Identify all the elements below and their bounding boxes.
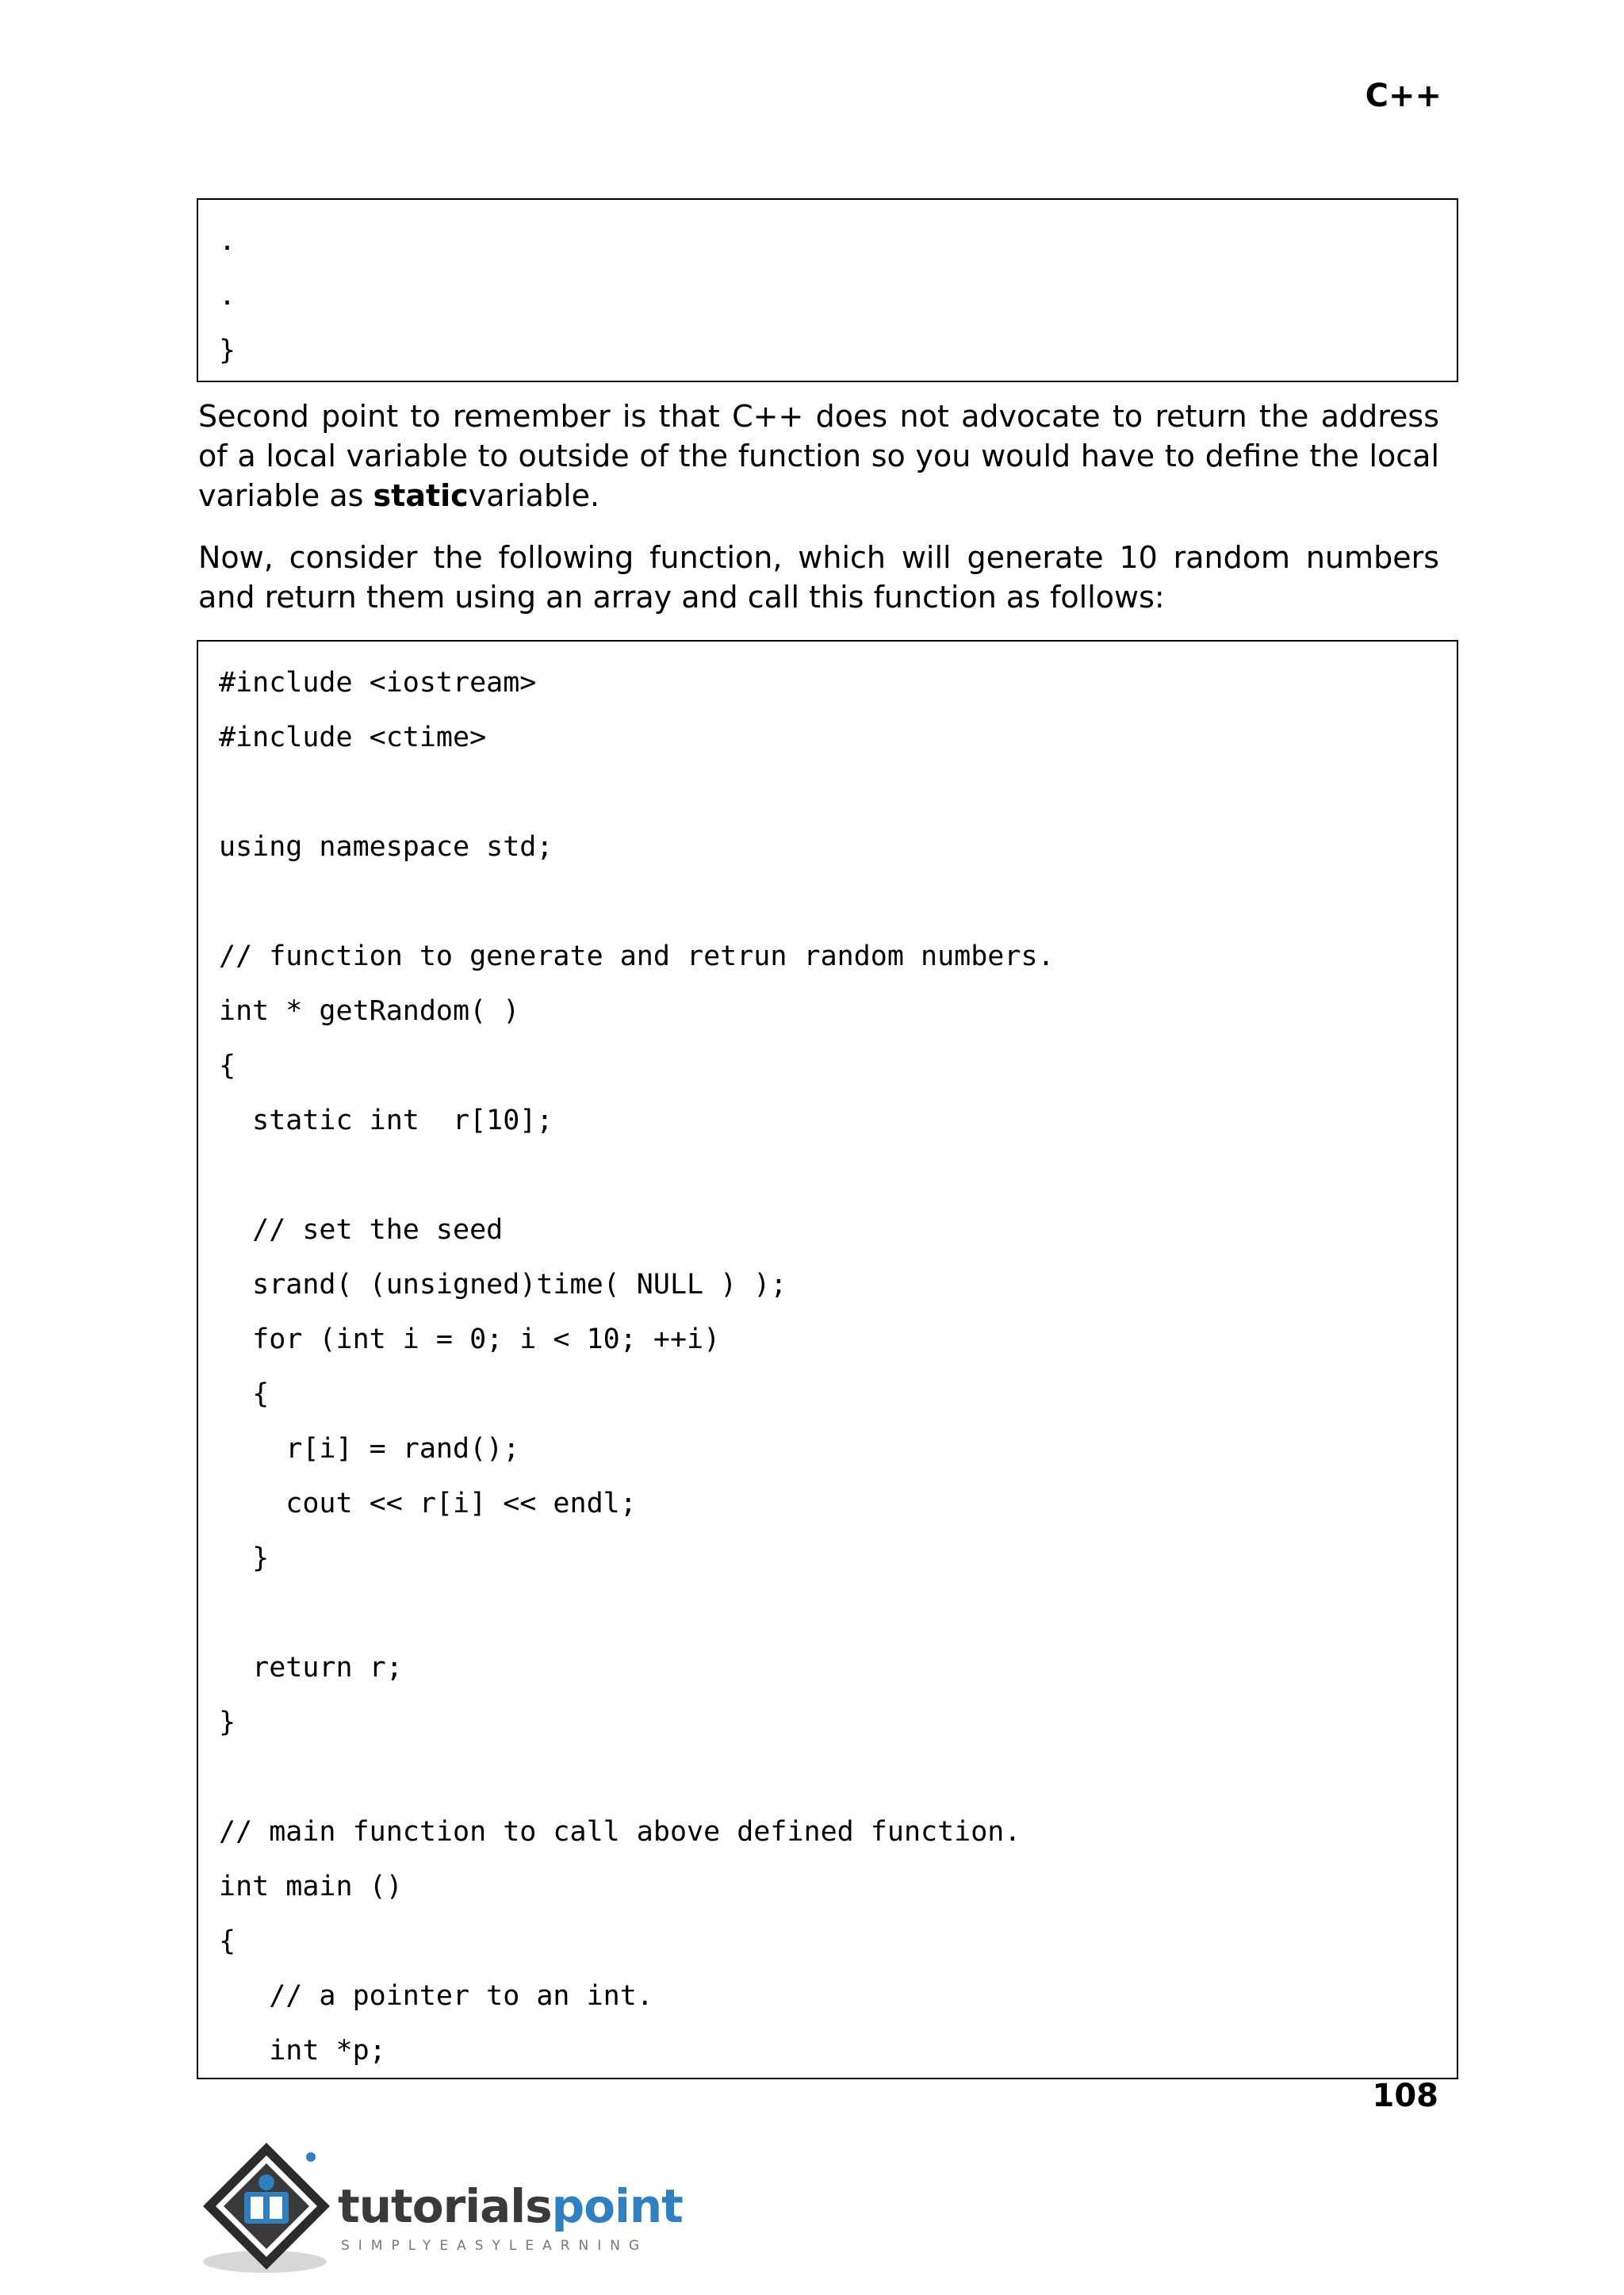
code-line: { — [219, 1050, 236, 1082]
logo-wordmark — [338, 2179, 683, 2233]
code-line — [219, 1586, 1436, 1641]
code-block-continuation — [197, 198, 1458, 382]
code-line: int main () — [219, 1871, 403, 1902]
page-number: 108 — [1372, 2078, 1438, 2114]
code-line: for (int i = 0; i < 10; ++i) — [219, 1324, 721, 1355]
code-line — [219, 765, 1436, 820]
bold-keyword-static: static — [373, 478, 469, 513]
code-line: } — [219, 1707, 236, 1738]
code-block-example — [197, 640, 1458, 2079]
logo-word-point: point — [551, 2179, 683, 2233]
code-line: } — [219, 335, 236, 366]
code-line: } — [219, 1542, 270, 1574]
code-line: static int r[10]; — [219, 1105, 553, 1136]
code-line: r[i] = rand(); — [219, 1433, 520, 1465]
paragraph-text: Second point to remember is that C++ does not advocate to return the address of a local variable to outside of the function so you would have to define the local variable as — [198, 399, 1439, 513]
code-line: { — [219, 1378, 270, 1410]
code-line: srand( (unsigned)time( NULL ) ); — [219, 1269, 787, 1301]
paragraph-intro-example: Now, consider the following function, which will generate 10 random numbers and return them using an array and call this function as follows: — [198, 540, 1439, 615]
code-line: #include <ctime> — [219, 722, 487, 753]
code-line: int *p; — [219, 2035, 386, 2067]
code-line: int * getRandom( ) — [219, 995, 520, 1027]
paragraph-static-note — [198, 397, 1439, 515]
code-line: // set the seed — [219, 1214, 504, 1246]
code-line: . — [219, 225, 236, 257]
code-line: return r; — [219, 1652, 403, 1684]
logo-emblem-icon — [195, 2136, 338, 2279]
code-line: // a pointer to an int. — [219, 1980, 653, 2012]
document-header-title: C++ — [1365, 78, 1442, 114]
code-line: { — [219, 1925, 236, 1957]
code-line: #include <iostream> — [219, 667, 537, 699]
code-line: // main function to call above defined function. — [219, 1816, 1021, 1848]
code-line — [219, 1750, 1436, 1805]
logo-tagline: SIMPLYEASYLEARNING — [341, 2238, 649, 2254]
code-line: using namespace std; — [219, 831, 553, 863]
code-line: . — [219, 280, 236, 312]
logo-word-tutorials: tutorials — [338, 2179, 552, 2233]
code-line — [219, 1148, 1436, 1203]
code-line: cout << r[i] << endl; — [219, 1488, 637, 1519]
tutorialspoint-logo — [195, 2136, 687, 2279]
code-line — [219, 875, 1436, 929]
code-line: // function to generate and retrun random numbers. — [219, 941, 1055, 972]
paragraph-text: variable. — [468, 478, 600, 513]
